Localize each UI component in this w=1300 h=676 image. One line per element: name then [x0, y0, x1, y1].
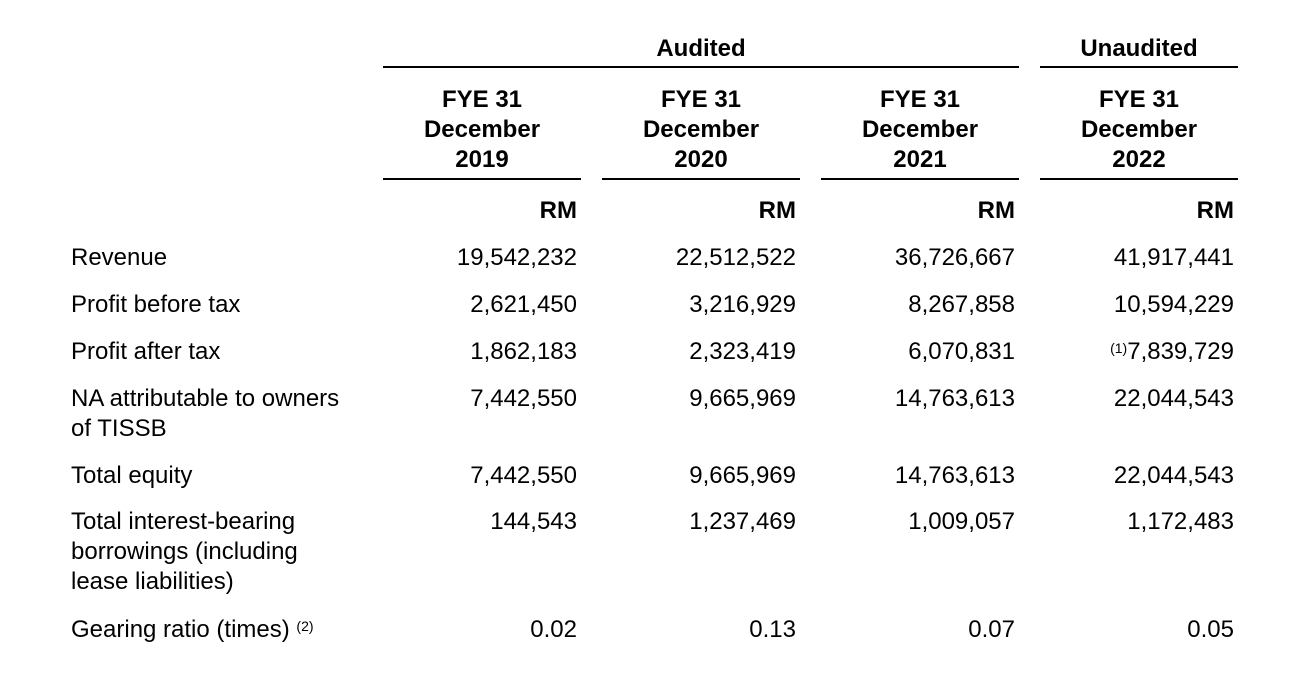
- unit-2021: RM: [977, 197, 1015, 224]
- gearing-2022: 0.05: [1187, 616, 1234, 643]
- divider-unaudited: [1040, 66, 1238, 68]
- na-label-line2: owners of TISSB: [71, 385, 340, 442]
- equity-2020: 9,665,969: [689, 462, 796, 489]
- group-header-unaudited: Unaudited: [1080, 35, 1198, 62]
- pbt-2019: 2,621,450: [470, 291, 577, 318]
- pbt-2021: 8,267,858: [908, 291, 1015, 318]
- revenue-2019: 19,542,232: [456, 244, 577, 271]
- borrowings-2019: 144,543: [490, 508, 577, 535]
- na-2021: 14,763,613: [894, 385, 1015, 412]
- borrowings-label-line2: borrowings (including: [71, 538, 298, 565]
- borrowings-2022: 1,172,483: [1127, 508, 1234, 535]
- column-header-2020: FYE 31 December 2020: [642, 86, 760, 173]
- equity-2021: 14,763,613: [894, 462, 1015, 489]
- borrowings-label-line1: Total interest-bearing: [71, 508, 296, 535]
- divider-audited: [383, 66, 1019, 68]
- na-label-line1: NA attributable to: [71, 385, 256, 412]
- pat-2019: 1,862,183: [470, 338, 577, 365]
- pbt-2020: 3,216,929: [689, 291, 796, 318]
- divider-2021: [821, 178, 1019, 180]
- pbt-2022: 10,594,229: [1113, 291, 1234, 318]
- pat-2022: 7,839,729: [1127, 338, 1234, 365]
- column-header-2021: FYE 31 December 2021: [861, 86, 979, 173]
- divider-2020: [602, 178, 800, 180]
- na-2022: 22,044,543: [1113, 385, 1234, 412]
- gearing-2021: 0.07: [968, 616, 1015, 643]
- na-2020: 9,665,969: [689, 385, 796, 412]
- equity-2022: 22,044,543: [1113, 462, 1234, 489]
- na-2019: 7,442,550: [470, 385, 577, 412]
- row-label-total-equity: Total equity: [71, 462, 193, 489]
- revenue-2020: 22,512,522: [675, 244, 796, 271]
- equity-2019: 7,442,550: [470, 462, 577, 489]
- row-label-revenue: Revenue: [71, 244, 168, 271]
- unit-2019: RM: [539, 197, 577, 224]
- gearing-label: Gearing ratio (times): [71, 616, 290, 643]
- unit-2020: RM: [758, 197, 796, 224]
- divider-2022: [1040, 178, 1238, 180]
- row-label-profit-after-tax: Profit after tax: [71, 338, 221, 365]
- group-header-audited: Audited: [656, 35, 746, 62]
- borrowings-label-line3: lease liabilities): [71, 568, 234, 595]
- borrowings-2021: 1,009,057: [908, 508, 1015, 535]
- pat-2021: 6,070,831: [908, 338, 1015, 365]
- gearing-2019: 0.02: [530, 616, 577, 643]
- column-header-2022: FYE 31 December 2022: [1080, 86, 1198, 173]
- revenue-2022: 41,917,441: [1113, 244, 1234, 271]
- borrowings-2020: 1,237,469: [689, 508, 796, 535]
- column-header-2019: FYE 31 December 2019: [423, 86, 541, 173]
- footnote-marker-2: (2): [296, 618, 314, 634]
- row-label-borrowings: [71, 507, 357, 597]
- row-label-na-attributable: [71, 384, 357, 444]
- revenue-2021: 36,726,667: [894, 244, 1015, 271]
- divider-2019: [383, 178, 581, 180]
- row-label-profit-before-tax: Profit before tax: [71, 291, 241, 318]
- unit-2022: RM: [1196, 197, 1234, 224]
- footnote-marker-1: (1): [1110, 340, 1128, 356]
- pat-2022-cell: [1040, 337, 1234, 367]
- row-label-gearing-ratio: [71, 615, 357, 645]
- gearing-2020: 0.13: [749, 616, 796, 643]
- pat-2020: 2,323,419: [689, 338, 796, 365]
